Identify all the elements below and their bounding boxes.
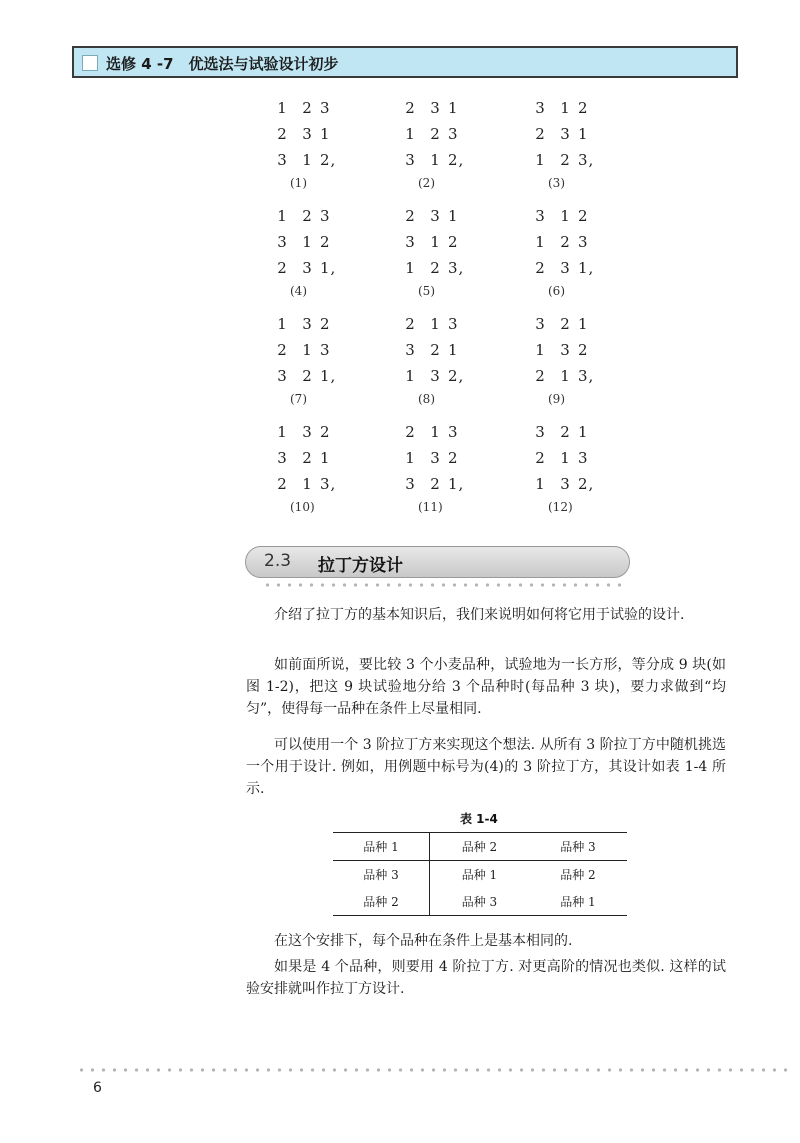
latin-square-cell: 1 [405,125,416,143]
latin-square-line [398,445,508,471]
latin-square-label: (5) [418,284,435,298]
latin-square-cell: 1 [405,367,416,385]
table-cell: 品种 1 [461,868,498,882]
latin-square-cell: 3 [277,151,288,169]
latin-square-cell: 3, [448,259,465,277]
latin-square-label: (6) [548,284,565,298]
latin-square-cell: 2 [430,475,441,493]
table-row [333,861,627,889]
latin-square-cell: 3 [535,423,546,441]
latin-square [528,311,638,409]
latin-square [270,419,380,517]
latin-square-cell: 3 [405,151,416,169]
latin-square-cell: 3 [535,207,546,225]
latin-square-cell: 3 [560,475,571,493]
latin-square-line [398,255,508,281]
latin-square-line [398,311,508,337]
table-cell: 品种 3 [430,888,529,916]
latin-square-cell: 3 [448,423,459,441]
latin-square-line [270,471,380,497]
latin-square-cell: 2 [277,475,288,493]
latin-square-cell: 3 [448,125,459,143]
latin-square-label: (9) [548,392,565,406]
latin-square-line [398,471,508,497]
latin-square-cell: 3 [578,233,589,251]
latin-square [398,95,508,193]
latin-square-cell: 3, [320,475,337,493]
latin-square-cell: 1 [448,99,459,117]
latin-square [398,203,508,301]
latin-square-cell: 2 [405,315,416,333]
latin-square-cell: 2 [430,259,441,277]
table-cell: 品种 2 [430,833,529,861]
latin-square-cell: 3, [578,367,595,385]
latin-square-line [270,363,380,389]
latin-square-cell: 1 [277,207,288,225]
latin-square [270,95,380,193]
header-square-icon [82,55,98,71]
header-title: 选修 4 -7 优选法与试验设计初步 [106,55,339,73]
latin-square-cell: 3 [430,449,441,467]
section-dots-divider [262,582,622,588]
latin-square-cell: 1, [320,259,337,277]
latin-square-row [270,419,650,527]
latin-square-label: (4) [290,284,307,298]
latin-square-line [270,311,380,337]
latin-square-cell: 2 [302,449,313,467]
latin-square-line [528,203,638,229]
latin-square-line [528,337,638,363]
latin-square-line [528,471,638,497]
latin-square-cell: 1 [277,99,288,117]
latin-square-row [270,203,650,311]
latin-square-cell: 3 [560,341,571,359]
latin-square-cell: 2, [578,475,595,493]
latin-square-cell: 3 [302,315,313,333]
latin-square-line [270,445,380,471]
latin-square-line [528,147,638,173]
latin-square-cell: 1, [320,367,337,385]
latin-square-label: (1) [290,176,307,190]
latin-square-cell: 3 [320,341,331,359]
latin-square-cell: 1 [320,449,331,467]
latin-square-line [398,363,508,389]
paragraph-method: 可以使用一个 3 阶拉丁方来实现这个想法. 从所有 3 阶拉丁方中随机挑选一个用于设计. 例如，用例题中标号为(4)的 3 阶拉丁方，其设计如表 1-4 所示. [246,737,726,797]
header-bar [72,46,738,78]
latin-square-row [270,311,650,419]
latin-square-line [270,147,380,173]
latin-square-row [270,95,650,203]
latin-square-line [270,121,380,147]
latin-square-cell: 3 [277,449,288,467]
latin-square-cell: 3 [560,259,571,277]
latin-square-cell: 1 [302,151,313,169]
section-number: 2.3 [264,551,292,571]
latin-square-label: (12) [548,500,573,514]
latin-square-cell: 1 [560,449,571,467]
latin-square [398,311,508,409]
latin-square-cell: 3 [302,125,313,143]
latin-square-cell: 3 [277,367,288,385]
latin-squares-grid [270,95,650,527]
latin-square-cell: 3 [302,259,313,277]
latin-square-cell: 1 [448,341,459,359]
latin-square-cell: 2 [560,315,571,333]
latin-square-cell: 3 [535,315,546,333]
table-cell: 品种 2 [333,888,430,916]
section-title: 拉丁方设计 [318,556,403,576]
latin-square-line [270,95,380,121]
table-cell: 品种 1 [333,833,430,861]
latin-square-line [528,95,638,121]
latin-square-cell: 3 [578,449,589,467]
latin-square-label: (7) [290,392,307,406]
paragraph-definition: 如果是 4 个品种，则要用 4 阶拉丁方. 对更高阶的情况也类似. 这样的试验安排就叫作拉丁方设计. [246,959,726,997]
paragraph-conclusion: 在这个安排下，每个品种在条件上是基本相同的. [274,933,573,949]
latin-square [270,203,380,301]
latin-square-cell: 3, [578,151,595,169]
table-caption: 表 1-4 [460,812,498,826]
latin-square-cell: 1 [535,151,546,169]
latin-square [528,95,638,193]
page-number: 6 [93,1080,102,1096]
latin-square-cell: 2 [560,151,571,169]
table-cell: 品种 3 [333,861,430,889]
latin-square-cell: 2 [560,233,571,251]
latin-square-line [398,229,508,255]
latin-square-cell: 2 [405,207,416,225]
latin-square-cell: 1 [430,423,441,441]
latin-square-cell: 2 [535,125,546,143]
latin-square-cell: 1 [578,315,589,333]
latin-square-cell: 1 [535,341,546,359]
latin-square-cell: 3 [448,315,459,333]
latin-square-cell: 2 [535,259,546,277]
table-cell: 品种 1 [529,888,627,916]
latin-square-cell: 1 [535,233,546,251]
latin-square-cell: 2 [277,259,288,277]
latin-square-cell: 2 [578,99,589,117]
latin-square-cell: 1 [578,125,589,143]
latin-square-cell: 2 [320,315,331,333]
latin-square-cell: 2, [448,367,465,385]
latin-square-cell: 3 [277,233,288,251]
latin-square-cell: 3 [430,367,441,385]
latin-square [528,203,638,301]
latin-square-cell: 1 [578,423,589,441]
latin-square-line [398,95,508,121]
latin-square-cell: 1 [405,259,416,277]
latin-square-cell: 3 [430,99,441,117]
latin-square-cell: 3 [405,475,416,493]
latin-square-line [398,203,508,229]
latin-square [398,419,508,517]
latin-square-cell: 1 [560,99,571,117]
latin-square-cell: 2 [535,367,546,385]
latin-square-cell: 3 [302,423,313,441]
latin-square-cell: 2 [448,449,459,467]
latin-square-cell: 2 [430,341,441,359]
latin-square-cell: 1 [560,367,571,385]
paragraph-intro: 介绍了拉丁方的基本知识后，我们来说明如何将它用于试验的设计. [274,607,685,623]
latin-square-cell: 2 [578,207,589,225]
footer-dots-divider [76,1067,791,1073]
latin-square-label: (2) [418,176,435,190]
latin-square-cell: 1 [430,151,441,169]
latin-square-cell: 2 [302,367,313,385]
latin-square-cell: 1 [430,233,441,251]
latin-square-cell: 1 [302,475,313,493]
latin-square-line [528,445,638,471]
latin-square-line [528,419,638,445]
latin-square-cell: 2 [405,99,416,117]
latin-square-cell: 3 [405,341,416,359]
latin-square-cell: 2 [405,423,416,441]
latin-square-cell: 1 [448,207,459,225]
latin-square-cell: 1 [405,449,416,467]
paragraph-wheat: 如前面所说，要比较 3 个小麦品种，试验地为一长方形，等分成 9 块(如图 1-2)，把这 9 块试验地分给 3 个品种时(每品种 3 块)，要力求做到“均匀”，使得每一品种在条件上尽量相同. [246,657,726,717]
latin-square [528,419,638,517]
latin-square-line [270,203,380,229]
latin-square-label: (11) [418,500,443,514]
latin-square-cell: 2 [430,125,441,143]
latin-square-line [528,121,638,147]
latin-square-cell: 2 [560,423,571,441]
latin-square-line [270,229,380,255]
latin-square-cell: 3 [535,99,546,117]
latin-square-cell: 1 [277,423,288,441]
latin-square-cell: 2 [320,423,331,441]
latin-square-cell: 2 [277,341,288,359]
latin-square-line [528,311,638,337]
latin-square-line [528,229,638,255]
latin-square-cell: 3 [320,207,331,225]
latin-square-cell: 3 [560,125,571,143]
latin-square-label: (3) [548,176,565,190]
latin-square-cell: 1, [448,475,465,493]
latin-square-cell: 1 [430,315,441,333]
latin-square-line [398,419,508,445]
latin-square-cell: 1 [302,233,313,251]
latin-square-cell: 2 [302,207,313,225]
latin-square-cell: 2 [448,233,459,251]
table-row [333,833,627,861]
latin-square-cell: 1 [302,341,313,359]
latin-square-cell: 1 [560,207,571,225]
latin-square-cell: 3 [320,99,331,117]
latin-square-cell: 2 [578,341,589,359]
table-row [333,888,627,916]
latin-square-cell: 1 [320,125,331,143]
latin-square-cell: 1 [535,475,546,493]
latin-square-line [270,419,380,445]
latin-square-line [270,337,380,363]
latin-square-cell: 3 [405,233,416,251]
latin-square-line [270,255,380,281]
latin-square-line [398,147,508,173]
latin-square-line [528,363,638,389]
latin-square-line [398,121,508,147]
variety-table [333,832,627,916]
table-cell: 品种 2 [560,868,596,882]
latin-square-cell: 1, [578,259,595,277]
latin-square [270,311,380,409]
table-cell: 品种 3 [529,833,627,861]
latin-square-cell: 3 [430,207,441,225]
latin-square-cell: 2 [535,449,546,467]
latin-square-cell: 2, [448,151,465,169]
latin-square-cell: 2 [302,99,313,117]
section-banner [245,546,630,578]
latin-square-cell: 2, [320,151,337,169]
latin-square-cell: 1 [277,315,288,333]
latin-square-label: (10) [290,500,315,514]
latin-square-line [398,337,508,363]
latin-square-cell: 2 [277,125,288,143]
latin-square-cell: 2 [320,233,331,251]
latin-square-line [528,255,638,281]
latin-square-label: (8) [418,392,435,406]
